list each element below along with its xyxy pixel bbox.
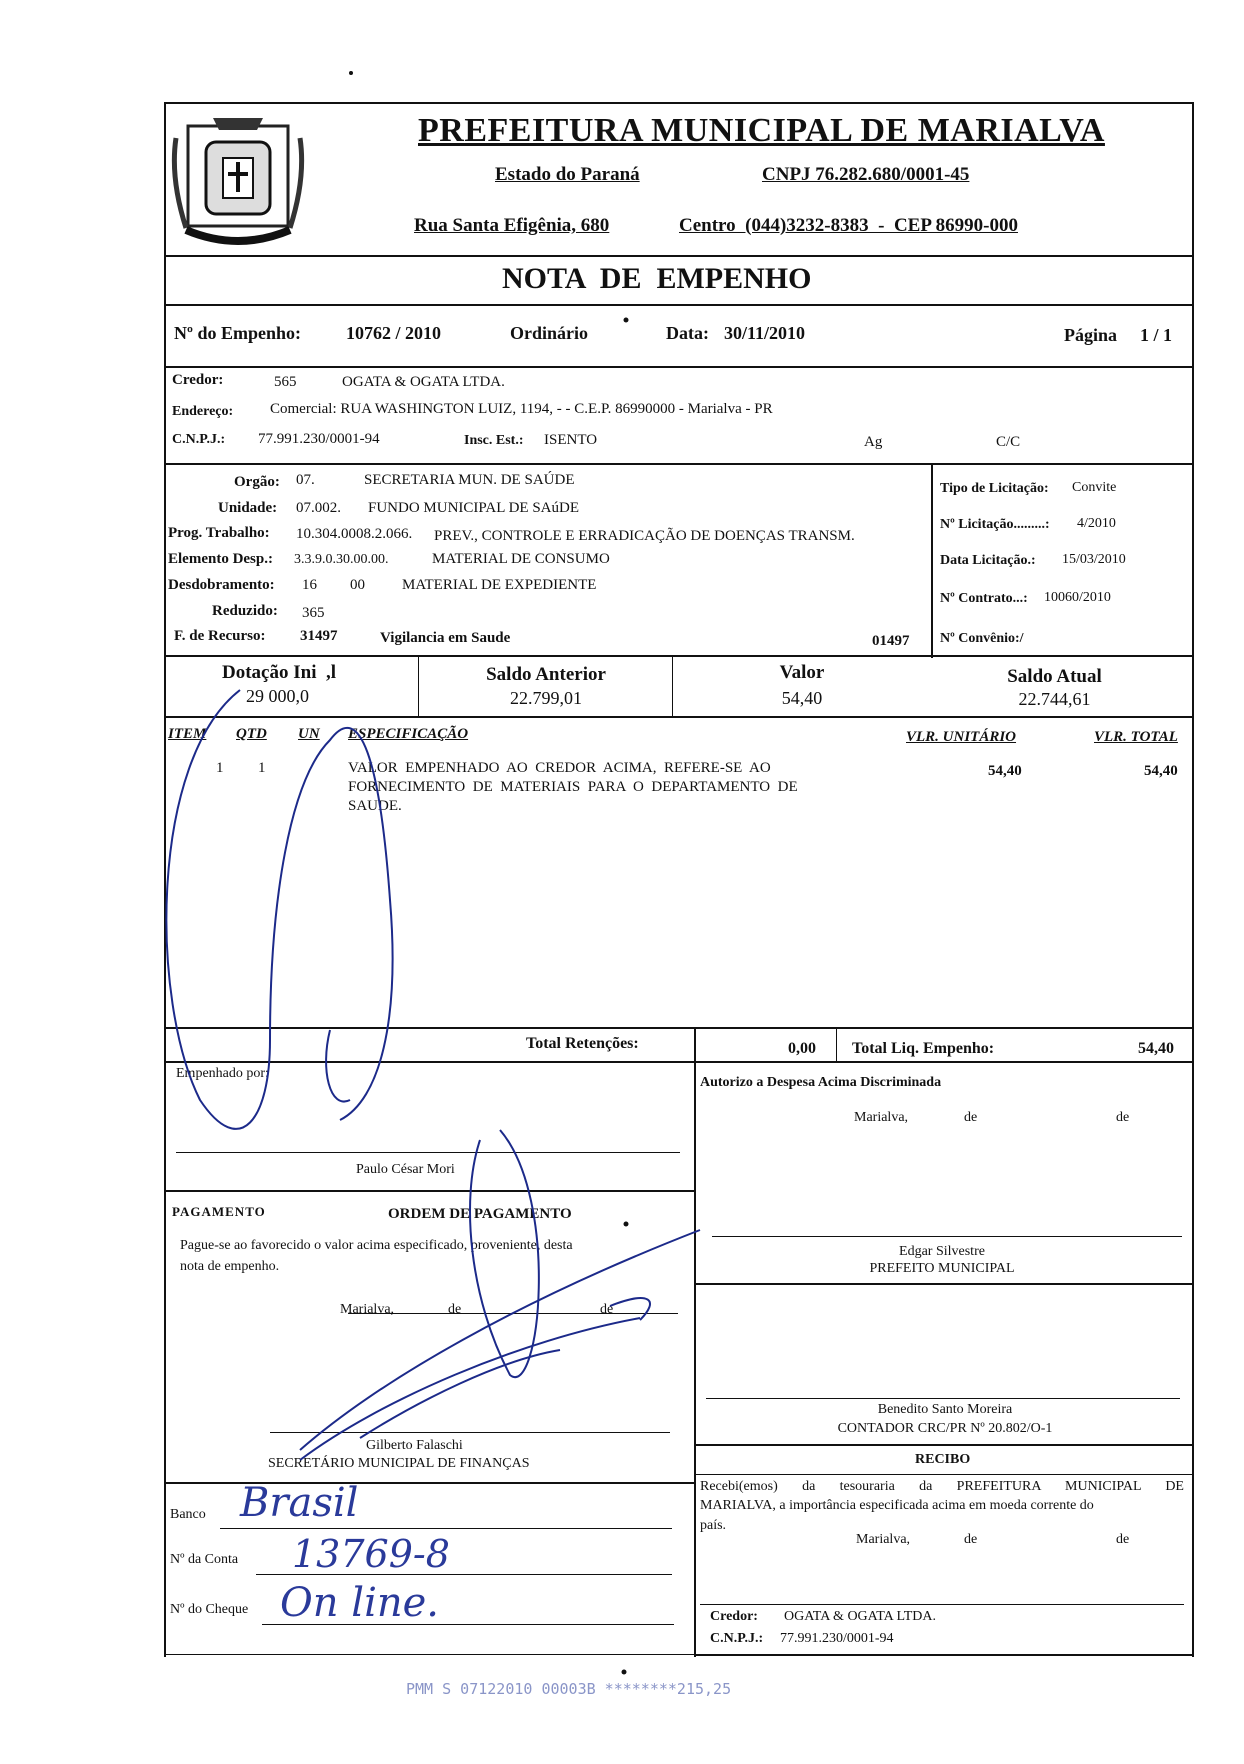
credor-label: Credor:: [172, 372, 224, 388]
desdobramento-name: MATERIAL DE EXPEDIENTE: [402, 577, 597, 593]
retencoes-value: 0,00: [788, 1040, 816, 1057]
insc-label: Insc. Est.:: [464, 433, 524, 448]
conta-label: Nº da Conta: [170, 1552, 239, 1567]
licitacao-data-label: Data Licitação.:: [940, 553, 1036, 568]
credor-name: OGATA & OGATA LTDA.: [342, 374, 505, 390]
cheque-handwritten: On line.: [280, 1580, 440, 1626]
table-row-total: 54,40: [1144, 763, 1178, 779]
total-liq-label: Total Liq. Empenho:: [852, 1040, 995, 1057]
prog-code: 10.304.0008.2.066.: [296, 526, 413, 542]
address-label: Endereço:: [172, 404, 234, 419]
dotacao-value: 29 000,0: [246, 686, 309, 706]
saldo-atual-value: 22.744,61: [1018, 689, 1091, 709]
banco-handwritten: Brasil: [240, 1480, 359, 1526]
desdobramento-code: 16: [302, 577, 317, 593]
recibo-text-line1: Recebi(emos) da tesouraria da PREFEITURA MUNICIPAL DE: [700, 1479, 1184, 1494]
elemento-label: Elemento Desp.:: [168, 551, 273, 567]
autorizo-de-2: de: [1116, 1110, 1130, 1125]
date-label: Data:: [666, 323, 709, 343]
col-header-especificacao: ESPECIFICAÇÃO: [348, 726, 469, 742]
pagamento-de-2: de: [600, 1302, 614, 1317]
pagamento-de-1: de: [448, 1302, 462, 1317]
table-row-unit: 54,40: [988, 763, 1022, 779]
recibo-cnpj-label: C.N.P.J.:: [710, 1631, 764, 1646]
convenio-label: Nº Convênio:/: [940, 631, 1024, 646]
recurso-name: Vigilancia em Saude: [380, 630, 511, 646]
licitacao-tipo: Convite: [1072, 480, 1117, 495]
autorizo-de-1: de: [964, 1110, 978, 1125]
saldo-atual-label: Saldo Atual: [1007, 666, 1102, 687]
total-liq-value: 54,40: [1138, 1040, 1174, 1057]
contact-label: Centro (044)3232-8383 - CEP 86990-000: [679, 215, 1018, 236]
document-title: NOTA DE EMPENHO: [502, 262, 812, 295]
contrato-label: Nº Contrato...:: [940, 591, 1028, 606]
table-row-desc-line2: FORNECIMENTO DE MATERIAIS PARA O DEPARTAMENTO DE: [348, 779, 798, 795]
col-header-qtd: QTD: [236, 726, 267, 742]
desdobramento-label: Desdobramento:: [168, 577, 275, 593]
recibo-text-line3: país.: [700, 1518, 727, 1533]
credor-code: 565: [274, 374, 297, 390]
licitacao-data: 15/03/2010: [1062, 552, 1126, 567]
elemento-code: 3.3.9.0.30.00.00.: [294, 552, 389, 567]
reduzido-label: Reduzido:: [212, 603, 278, 619]
licitacao-num: 4/2010: [1077, 516, 1116, 531]
page-label: Página: [1064, 325, 1118, 345]
cnpj-label: CNPJ 76.282.680/0001-45: [762, 164, 970, 185]
contador-name: Benedito Santo Moreira: [877, 1402, 1013, 1417]
reduzido-value: 365: [302, 605, 325, 621]
licitacao-tipo-label: Tipo de Licitação:: [940, 481, 1049, 496]
col-header-item: ITEM: [168, 726, 207, 742]
empenho-number: 10762 / 2010: [346, 323, 442, 343]
contrato-value: 10060/2010: [1044, 590, 1111, 605]
page-number: 1 / 1: [1140, 325, 1173, 345]
col-header-vlr-unitario: VLR. UNITÁRIO: [906, 729, 1017, 745]
empenhado-label: Empenhado por:: [176, 1066, 269, 1081]
pague-text-line1: Pague-se ao favorecido o valor acima especificado, proveniente, desta: [180, 1238, 573, 1253]
recurso-label: F. de Recurso:: [174, 628, 266, 644]
prefeito-name: Edgar Silvestre: [899, 1244, 985, 1259]
recibo-cnpj: 77.991.230/0001-94: [780, 1631, 894, 1646]
autorizo-label: Autorizo a Despesa Acima Discriminada: [700, 1075, 942, 1090]
insc-value: ISENTO: [544, 432, 598, 448]
licitacao-num-label: Nº Licitação.........:: [940, 517, 1050, 532]
contador-title: CONTADOR CRC/PR Nº 20.802/O-1: [837, 1421, 1053, 1436]
retencoes-label: Total Retenções:: [526, 1035, 639, 1052]
saldo-anterior-value: 22.799,01: [510, 688, 582, 708]
col-header-un: UN: [298, 726, 320, 742]
pagamento-label: PAGAMENTO: [172, 1204, 266, 1219]
prog-label: Prog. Trabalho:: [168, 525, 270, 541]
empenhado-name: Paulo César Mori: [356, 1162, 455, 1177]
cc-label: C/C: [996, 434, 1021, 450]
recibo-credor: OGATA & OGATA LTDA.: [784, 1609, 937, 1624]
recibo-de-1: de: [964, 1532, 978, 1547]
orgao-code: 07.: [296, 472, 315, 488]
table-row-qtd: 1: [258, 760, 266, 776]
ag-label: Ag: [864, 434, 883, 450]
prefeito-title: PREFEITO MUNICIPAL: [869, 1261, 1015, 1276]
prog-name: PREV., CONTROLE E ERRADICAÇÃO DE DOENÇAS TRANSM.: [434, 528, 855, 544]
valor-value: 54,40: [781, 688, 823, 708]
table-row-desc-line1: VALOR EMPENHADO AO CREDOR ACIMA, REFERE-SE AO: [348, 760, 771, 776]
table-row-desc-line3: SAUDE.: [348, 798, 402, 814]
recibo-city: Marialva,: [856, 1532, 911, 1547]
recibo-text-line2: MARIALVA, a importância especificada acima em moeda corrente do: [700, 1498, 1094, 1513]
empenho-type: Ordinário: [510, 323, 589, 343]
recurso-number: 01497: [872, 633, 910, 649]
ordem-pagamento-label: ORDEM DE PAGAMENTO: [388, 1206, 572, 1222]
orgao-label: Orgão:: [234, 474, 280, 490]
valor-label: Valor: [779, 662, 825, 683]
table-row-item: 1: [216, 760, 224, 776]
saldo-anterior-label: Saldo Anterior: [486, 664, 606, 685]
conta-handwritten: 13769-8: [292, 1532, 450, 1576]
credor-address: Comercial: RUA WASHINGTON LUIZ, 1194, - - C.E.P. 86990000 - Marialva - PR: [270, 401, 773, 417]
dotacao-label: Dotação Ini ,l: [222, 662, 336, 683]
col-header-vlr-total: VLR. TOTAL: [1094, 729, 1178, 745]
unidade-label: Unidade:: [218, 500, 278, 516]
empenho-number-label: Nº do Empenho:: [174, 323, 301, 343]
unidade-name: FUNDO MUNICIPAL DE SAúDE: [368, 500, 579, 516]
secretario-title: SECRETÁRIO MUNICIPAL DE FINANÇAS: [268, 1456, 530, 1471]
bank-stamp: PMM S 07122010 00003B ********215,25: [406, 1680, 732, 1698]
cheque-label: Nº do Cheque: [170, 1602, 249, 1617]
credor-cnpj: 77.991.230/0001-94: [258, 431, 380, 447]
pagamento-city: Marialva,: [340, 1302, 395, 1317]
address-label: Rua Santa Efigênia, 680: [414, 215, 610, 236]
recurso-code: 31497: [300, 628, 338, 644]
autorizo-city: Marialva,: [854, 1110, 909, 1125]
page-title: PREFEITURA MUNICIPAL DE MARIALVA: [418, 112, 1105, 149]
recibo-credor-label: Credor:: [710, 1609, 758, 1624]
desdobramento-sub: 00: [350, 577, 365, 593]
recibo-de-2: de: [1116, 1532, 1130, 1547]
secretario-name: Gilberto Falaschi: [366, 1438, 463, 1453]
elemento-name: MATERIAL DE CONSUMO: [432, 551, 610, 567]
unidade-code: 07.002.: [296, 500, 341, 516]
banco-label: Banco: [170, 1507, 206, 1522]
credor-cnpj-label: C.N.P.J.:: [172, 432, 226, 447]
orgao-name: SECRETARIA MUN. DE SAÚDE: [364, 472, 575, 488]
pague-text-line2: nota de empenho.: [180, 1259, 280, 1274]
state-label: Estado do Paraná: [495, 164, 640, 185]
recibo-title: RECIBO: [915, 1452, 971, 1467]
empenho-date: 30/11/2010: [724, 323, 806, 343]
